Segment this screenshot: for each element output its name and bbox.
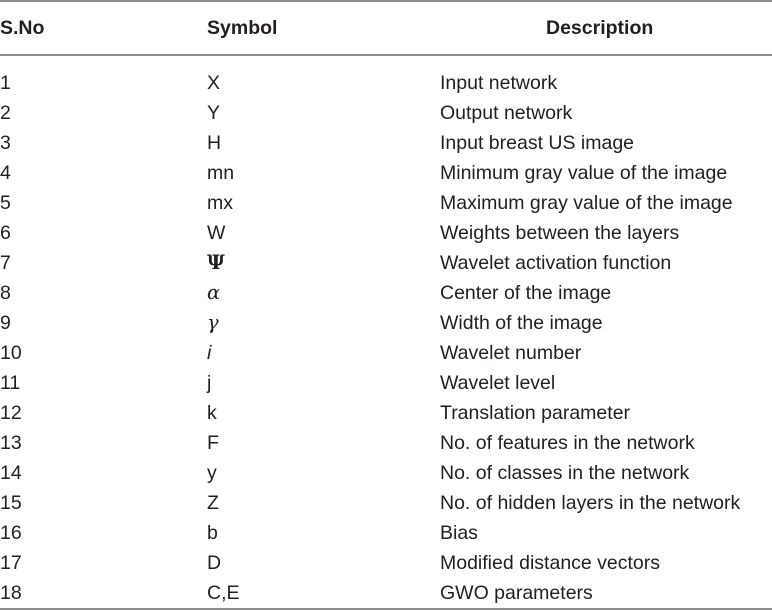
table-row <box>0 98 772 128</box>
header-sno: S.No <box>0 1 207 55</box>
table-header <box>0 1 772 55</box>
header-row <box>0 1 772 55</box>
table-row <box>0 368 772 398</box>
cell-symbol: D <box>207 552 222 574</box>
cell-description: No. of classes in the network <box>440 462 690 484</box>
cell-description: Input breast US image <box>440 132 635 154</box>
cell-description: Output network <box>440 102 573 124</box>
cell-description: Translation parameter <box>440 402 631 424</box>
cell-symbol: γ <box>207 311 219 334</box>
cell-description: Center of the image <box>440 282 612 304</box>
cell-sno: 7 <box>0 252 11 274</box>
cell-symbol: α <box>207 281 221 304</box>
cell-description: Minimum gray value of the image <box>440 162 728 184</box>
cell-description: No. of features in the network <box>440 432 695 454</box>
cell-sno: 13 <box>0 432 22 454</box>
cell-sno: 10 <box>0 342 22 364</box>
cell-symbol: mn <box>207 162 235 184</box>
cell-sno: 1 <box>0 72 11 94</box>
table-row <box>0 188 772 218</box>
cell-description: Input network <box>440 72 558 94</box>
cell-sno: 11 <box>0 372 21 394</box>
cell-sno: 14 <box>0 462 22 484</box>
table-row <box>0 398 772 428</box>
cell-symbol: F <box>207 432 219 454</box>
cell-sno: 6 <box>0 222 11 244</box>
cell-description: Weights between the layers <box>440 222 680 244</box>
cell-symbol: mx <box>207 192 233 214</box>
cell-sno: 8 <box>0 282 11 304</box>
header-symbol: Symbol <box>207 1 440 55</box>
cell-symbol: i <box>207 342 212 364</box>
cell-sno: 16 <box>0 522 22 544</box>
cell-description: No. of hidden layers in the network <box>440 492 741 514</box>
cell-description: Bias <box>440 522 478 544</box>
cell-sno: 9 <box>0 312 11 334</box>
cell-description: Width of the image <box>440 312 603 334</box>
cell-sno: 5 <box>0 192 11 214</box>
table-row <box>0 428 772 458</box>
cell-symbol: Ψ <box>207 251 225 274</box>
table-row <box>0 458 772 488</box>
cell-sno: 17 <box>0 552 22 574</box>
table-row <box>0 128 772 158</box>
cell-symbol: Y <box>207 102 221 124</box>
table-row <box>0 518 772 548</box>
table-row <box>0 548 772 578</box>
table-body <box>0 55 772 609</box>
table-row <box>0 338 772 368</box>
cell-description: Modified distance vectors <box>440 552 661 574</box>
table-row <box>0 578 772 609</box>
table-row <box>0 218 772 248</box>
cell-symbol: y <box>207 462 217 484</box>
table-row <box>0 308 772 338</box>
cell-description: Wavelet level <box>440 372 556 394</box>
cell-sno: 3 <box>0 132 11 154</box>
table-row <box>0 55 772 98</box>
cell-sno: 12 <box>0 402 22 424</box>
cell-sno: 2 <box>0 102 11 124</box>
header-description: Description <box>440 1 772 55</box>
cell-sno: 18 <box>0 578 207 609</box>
cell-symbol: H <box>207 132 222 154</box>
cell-symbol: C,E <box>207 578 440 609</box>
table-row <box>0 158 772 188</box>
cell-description: Wavelet number <box>440 342 582 364</box>
cell-description: GWO parameters <box>440 578 772 609</box>
cell-description: Wavelet activation function <box>440 252 672 274</box>
cell-description: Maximum gray value of the image <box>440 192 733 214</box>
table-row <box>0 488 772 518</box>
cell-symbol: j <box>207 372 212 394</box>
cell-sno: 4 <box>0 162 11 184</box>
table-row <box>0 248 772 278</box>
cell-symbol: k <box>207 402 217 424</box>
cell-symbol: W <box>207 222 226 244</box>
cell-sno: 15 <box>0 492 22 514</box>
table-row <box>0 278 772 308</box>
cell-symbol: Z <box>207 492 219 514</box>
cell-symbol: b <box>207 522 218 544</box>
cell-symbol: X <box>207 72 221 94</box>
